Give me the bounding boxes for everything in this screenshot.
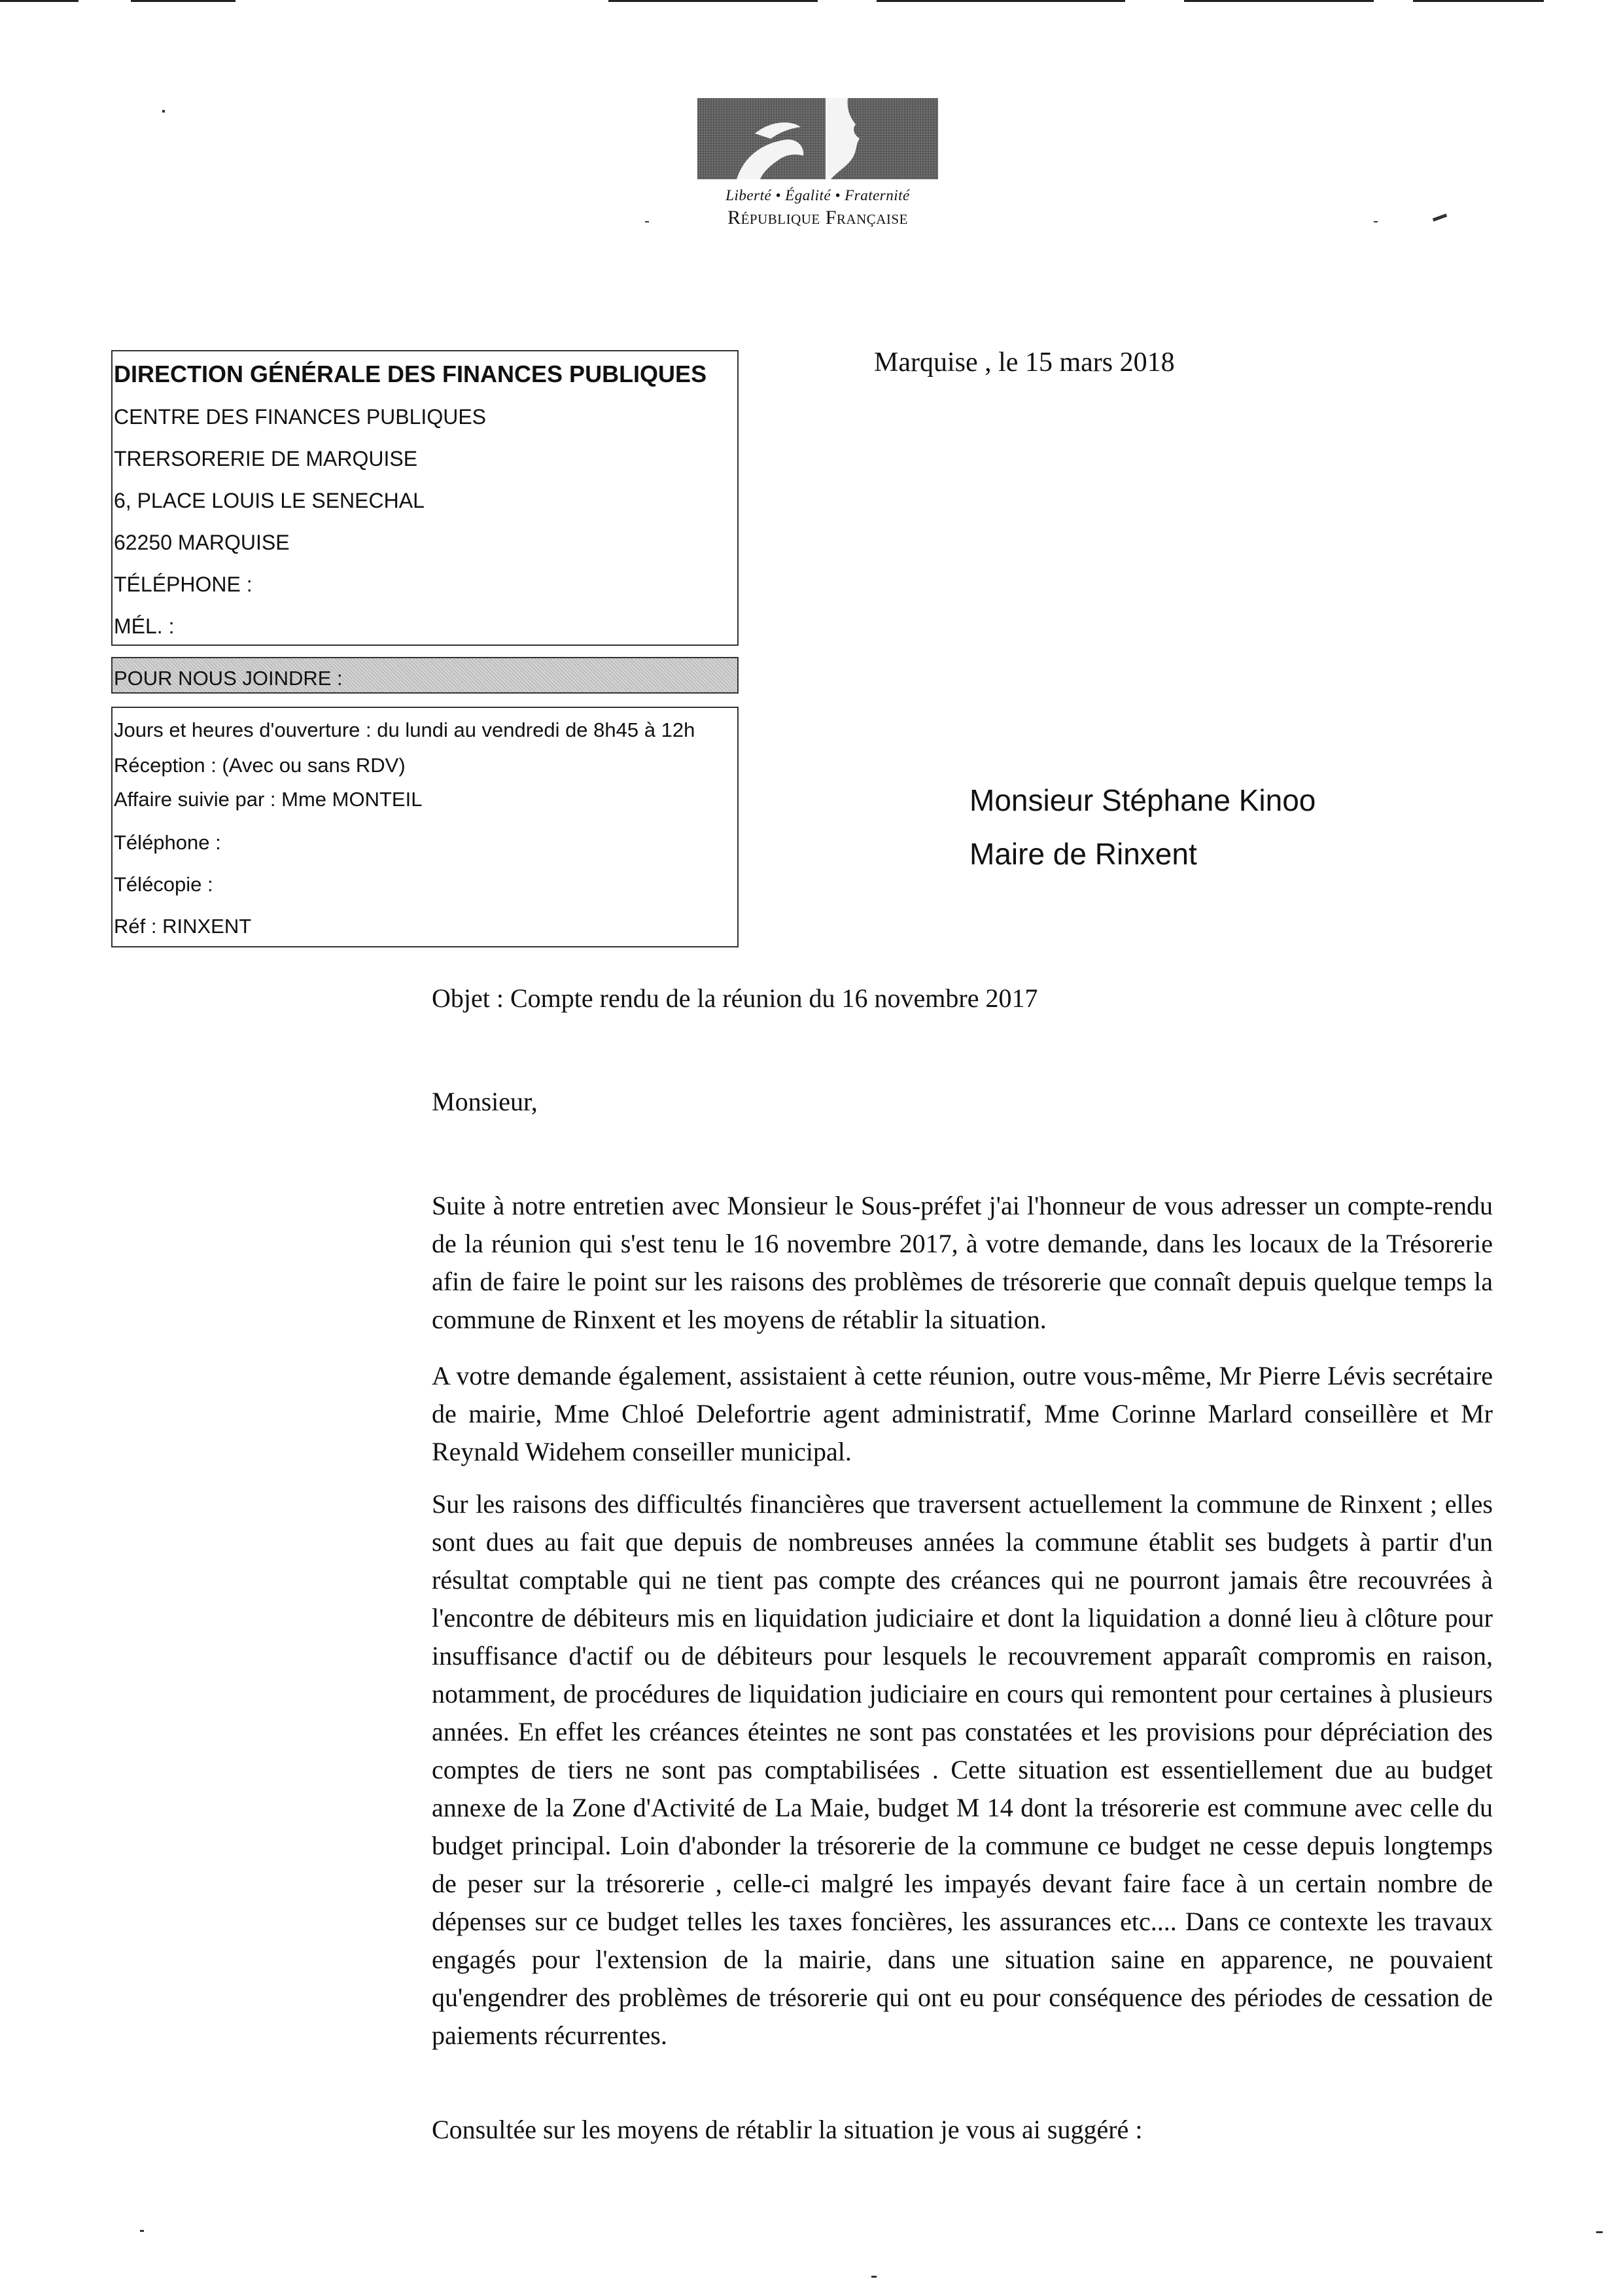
sender-box xyxy=(111,350,739,646)
scan-speck xyxy=(162,110,165,113)
scan-speck xyxy=(1596,2231,1603,2233)
sender-title: DIRECTION GÉNÉRALE DES FINANCES PUBLIQUES xyxy=(114,361,707,387)
scan-artifact xyxy=(131,0,236,2)
letter-subject: Objet : Compte rendu de la réunion du 16 novembre 2017 xyxy=(432,983,1038,1013)
scan-speck xyxy=(1374,221,1378,222)
scan-artifact xyxy=(1413,0,1544,2)
sender-line: CENTRE DES FINANCES PUBLIQUES xyxy=(114,405,486,429)
recipient-name: Monsieur Stéphane Kinoo xyxy=(969,783,1316,817)
scan-artifact xyxy=(0,0,79,2)
republique-francaise-text: République Française xyxy=(727,207,908,228)
sender-line: MÉL. : xyxy=(114,614,175,638)
body-paragraph: A votre demande également, assistaient à cette réunion, outre vous-même, Mr Pierre Lévis secrétaire de mairie, Mme Chloé Delefortrie agent administratif, Mme Corinne Marlard conseillère et Mr Reynald Widehem conseiller municipal. xyxy=(432,1361,1493,1466)
sender-line: TRERSORERIE DE MARQUISE xyxy=(114,447,418,470)
salutation: Monsieur, xyxy=(432,1087,538,1116)
scan-artifact xyxy=(1184,0,1374,2)
contact-line: Jours et heures d'ouverture : du lundi au vendredi de 8h45 à 12h xyxy=(114,718,695,741)
contact-line: Réf : RINXENT xyxy=(114,915,252,938)
scan-speck xyxy=(1433,213,1447,221)
scan-speck xyxy=(645,221,649,222)
body-paragraph: Suite à notre entretien avec Monsieur le Sous-préfet j'ai l'honneur de vous adresser un compte-rendu de la réunion qui s'est tenu le 16 novembre 2017, à votre demande, dans les locaux de la Trésorerie afin de faire le point sur les raisons des problèmes de trésorerie que connaît depuis quelque temps la commune de Rinxent et les moyens de rétablir la situation. xyxy=(432,1191,1493,1334)
scan-speck xyxy=(140,2230,144,2232)
contact-line: Télécopie : xyxy=(114,873,213,896)
devise-text: Liberté • Égalité • Fraternité xyxy=(725,187,910,203)
marianne-emblem-icon xyxy=(697,98,938,179)
scan-speck xyxy=(871,2276,877,2278)
letter-date: Marquise , le 15 mars 2018 xyxy=(874,347,1175,378)
contact-box xyxy=(111,707,739,947)
scan-artifact xyxy=(877,0,1125,2)
contact-header: POUR NOUS JOINDRE : xyxy=(114,667,343,690)
scan-artifact xyxy=(608,0,818,2)
marianne-logo xyxy=(693,98,942,229)
contact-line: Téléphone : xyxy=(114,831,221,854)
contact-header-box xyxy=(111,657,739,694)
contact-line: Réception : (Avec ou sans RDV) xyxy=(114,754,406,777)
sender-line: 6, PLACE LOUIS LE SENECHAL xyxy=(114,489,425,512)
sender-line: TÉLÉPHONE : xyxy=(114,573,253,596)
body-paragraph: Sur les raisons des difficultés financières que traversent actuellement la commune de Rinxent ; elles sont dues au fait que depuis de nombreuses années la commune établit ses budgets à partir d'un résultat comptable qui ne tient pas compte des créances qui ne pourront jamais être recouvrées à l'encontre de débiteurs mis en liquidation judiciaire et dont la liquidation a donné lieu à clôture pour insuffisance d'actif ou de débiteurs pour lesquels le recouvrement apparaît compromis en raison, notamment, de procédures de liquidation judiciaire en cours qui remontent pour certaines à plusieurs années. En effet les créances éteintes ne sont pas constatées et les provisions pour dépréciation des comptes de tiers ne sont pas comptabilisées . Cette situation est essentiellement due au budget annexe de la Zone d'Activité de La Maie, budget M 14 dont la trésorerie est commune avec celle du budget principal. Loin d'abonder la trésorerie de la commune ce budget ne cesse depuis longtemps de peser sur la trésorerie , celle-ci malgré les impayés devant faire face à un certain nombre de dépenses sur ce budget telles les taxes foncières, les assurances etc.... Dans ce contexte les travaux engagés pour l'extension de la mairie, dans une situation saine en apparence, ne pouvaient qu'engendrer des problèmes de trésorerie qui ont eu pour conséquence des périodes de cessation de paiements récurrentes. xyxy=(432,1489,1493,2050)
contact-line: Affaire suivie par : Mme MONTEIL xyxy=(114,788,423,811)
sender-line: 62250 MARQUISE xyxy=(114,531,290,554)
recipient-title: Maire de Rinxent xyxy=(969,837,1197,871)
body-paragraph: Consultée sur les moyens de rétablir la situation je vous ai suggéré : xyxy=(432,2115,1143,2144)
